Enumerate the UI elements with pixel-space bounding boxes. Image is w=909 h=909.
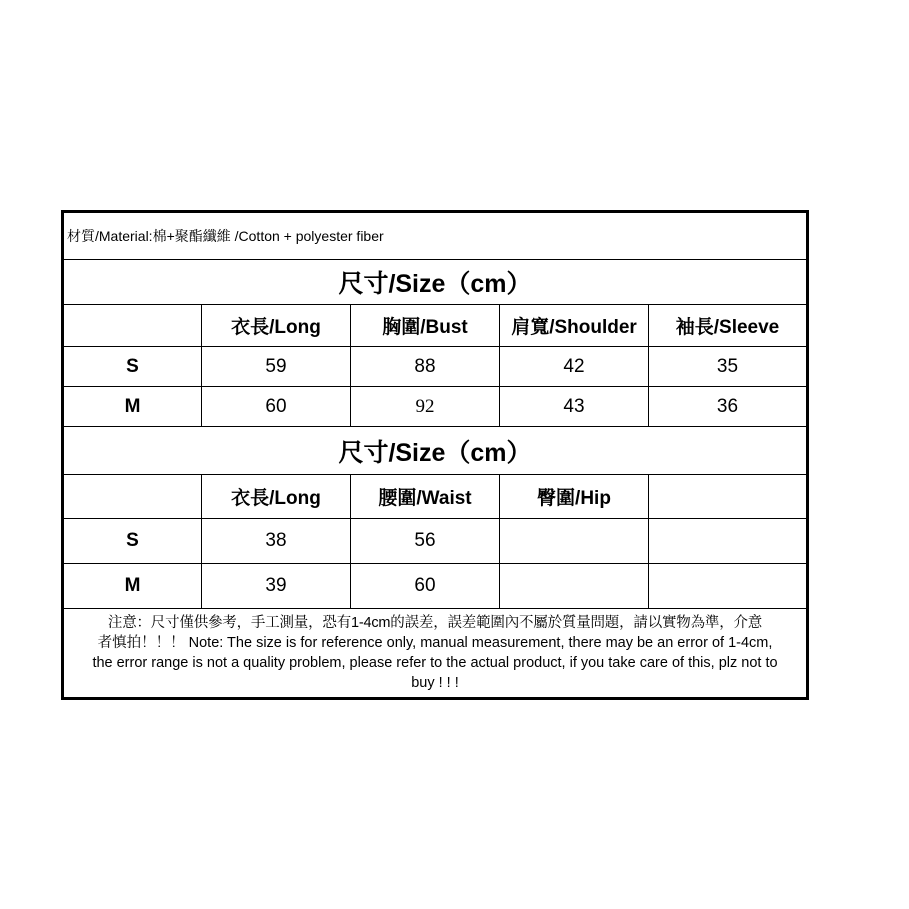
table-cell: 60 bbox=[351, 564, 500, 608]
bottom-table-row-s bbox=[64, 519, 806, 564]
table-cell bbox=[649, 519, 806, 563]
row-size-label: S bbox=[64, 347, 202, 386]
bottom-header-size bbox=[64, 475, 202, 518]
table-cell: 56 bbox=[351, 519, 500, 563]
material-label: 材質/Material:棉+聚酯纖維 /Cotton + polyester fiber bbox=[67, 228, 384, 244]
size-chart bbox=[61, 210, 809, 700]
top-table-row-m bbox=[64, 387, 806, 427]
top-table-title-row bbox=[64, 260, 806, 305]
top-header-long: 衣長/Long bbox=[202, 305, 351, 346]
table-cell bbox=[649, 564, 806, 608]
note-line: the error range is not a quality problem, please refer to the actual product, if you take care of this, plz not to bbox=[92, 655, 778, 671]
note-line: buy ! ! ! bbox=[411, 675, 459, 691]
bottom-table-title-row bbox=[64, 427, 806, 475]
table-cell: 92 bbox=[351, 387, 500, 426]
top-table-title: 尺寸/Size（cm） bbox=[338, 270, 532, 298]
table-cell: 39 bbox=[202, 564, 351, 608]
bottom-header-hip: 臀圍/Hip bbox=[500, 475, 649, 518]
top-header-shoulder: 肩寬/Shoulder bbox=[500, 305, 649, 346]
top-header-bust: 胸圍/Bust bbox=[351, 305, 500, 346]
note-line: 注意：尺寸僅供參考，手工測量，恐有1-4cm的誤差，誤差範圍內不屬於質量問題，請以實物為準，介意 bbox=[107, 615, 763, 631]
row-size-label: M bbox=[64, 564, 202, 608]
bottom-header-long: 衣長/Long bbox=[202, 475, 351, 518]
top-table-row-s bbox=[64, 347, 806, 387]
table-cell: 38 bbox=[202, 519, 351, 563]
material-row bbox=[64, 213, 806, 260]
top-header-size bbox=[64, 305, 202, 346]
table-cell bbox=[500, 564, 649, 608]
note-line: 者慎拍！！！ Note: The size is for reference only, manual measurement, there may be an error of 1-4cm, bbox=[97, 635, 773, 651]
bottom-header-waist: 腰圍/Waist bbox=[351, 475, 500, 518]
top-table-header-row bbox=[64, 305, 806, 347]
table-cell: 60 bbox=[202, 387, 351, 426]
table-cell bbox=[500, 519, 649, 563]
row-size-label: M bbox=[64, 387, 202, 426]
bottom-table-header-row bbox=[64, 475, 806, 519]
top-header-sleeve: 袖長/Sleeve bbox=[675, 317, 780, 338]
table-cell: 36 bbox=[716, 395, 739, 417]
table-cell: 42 bbox=[500, 347, 649, 386]
table-cell: 43 bbox=[500, 387, 649, 426]
bottom-table-row-m bbox=[64, 564, 806, 609]
bottom-table-title: 尺寸/Size（cm） bbox=[338, 438, 532, 467]
row-size-label: S bbox=[64, 519, 202, 563]
note-block bbox=[64, 609, 806, 697]
table-cell: 35 bbox=[716, 355, 739, 377]
table-cell: 59 bbox=[202, 347, 351, 386]
bottom-header-empty bbox=[649, 475, 806, 518]
table-cell: 88 bbox=[351, 347, 500, 386]
